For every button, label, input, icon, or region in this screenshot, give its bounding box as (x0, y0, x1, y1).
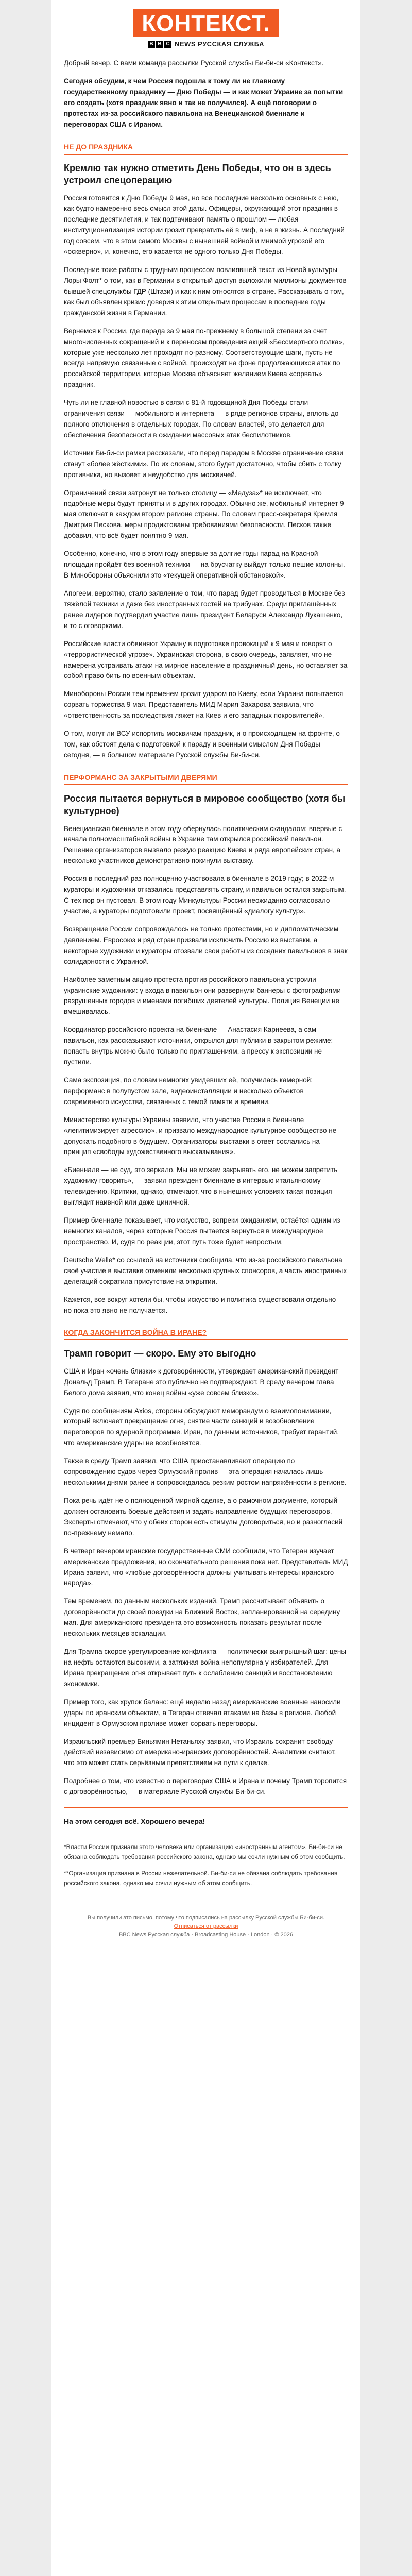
biennale-paragraph: Deutsche Welle* со ссылкой на источники сообщила, что из-за российского павильона своё участие в выставке отменили несколько крупных спонсоров, а часть иностранных делегаций сократила присутствие на открытии. (64, 1256, 347, 1285)
section-label-biennale[interactable]: ПЕРФОРМАНС ЗА ЗАКРЫТЫМИ ДВЕРЯМИ (64, 770, 348, 785)
iran-paragraph: США и Иран «очень близки» к договорённости, утверждает американский президент Дональд Трамп. В Тегеране это публично не подтверждают. В среду вечером глава Белого дома заявил, что конец войны «уже совсем близко». (64, 1367, 339, 1397)
victory-day-paragraph: Минобороны России тем временем грозит ударом по Киеву, если Украина попытается сорвать торжества 9 мая. Представитель МИД Мария Захарова заявила, что «ответственность за последствия ляжет на Киев и его западных покровителей». (64, 690, 344, 720)
section-body-iran (64, 1366, 348, 1798)
biennale-paragraph: «Биеннале — не суд, это зеркало. Мы не можем закрывать его, не можем запретить художнику говорить», — заявил президент биеннале в интервью итальянскому телевидению. Критики, однако, отмечают, что в нынешних условиях такая позиция выглядит наивной или даже циничной. (64, 1166, 338, 1207)
bbc-logo: B B C (148, 41, 171, 48)
section-heading-biennale: Россия пытается вернуться в мировое сообщество (хотя бы культурное) (64, 793, 346, 817)
victory-day-paragraph: Апогеем, вероятно, стало заявление о том, что парад будет проводиться в Москве без тяжёлой техники и даже без иностранных гостей на трибунах. Среди приглашённых ранее лидеров подтвердил участие лишь президент Беларуси Александр Лукашенко, и то с оговорками. (64, 589, 345, 630)
unsubscribe-link[interactable]: Отписаться от рассылки (174, 1923, 238, 1929)
iran-paragraph: Судя по сообщениям Axios, стороны обсуждают меморандум о взаимопонимании, который включает прекращение огня, снятие части санкций и возобновление переговоров по ядерной программе. Иран, по данным источников, требует гарантий, что американские удары не возобновятся. (64, 1406, 339, 1447)
newsletter-footer (52, 1905, 360, 1955)
biennale-paragraph: Координатор российского проекта на биеннале — Анастасия Карнеева, а сам павильон, как рассказывают источники, открылся для публики в закрытом режиме: попасть внутрь можно было только по приглашениям, а прессу к экспозиции не пустили. (64, 1026, 333, 1066)
biennale-paragraph: Венецианская биеннале в этом году обернулась политическим скандалом: впервые с начала полномасштабной войны в Украине там открылся российский павильон. Решение организаторов вызвало резкую реакцию Киева и ряда европейских стран, а несколько участников демонстративно покинули выставку. (64, 824, 342, 865)
section-body-biennale (64, 824, 348, 1316)
footer-address: BBC News Русская служба · Broadcasting House · London · © 2026 (118, 1931, 294, 1938)
biennale-paragraph: Сама экспозиция, по словам немногих увидевших её, получилась камерной: перформанс в полупустом зале, видеоинсталляции и несколько объектов современного искусства, связанных с темой памяти и времени. (64, 1076, 313, 1106)
section-label-iran[interactable]: КОГДА ЗАКОНЧИТСЯ ВОЙНА В ИРАНЕ? (64, 1325, 348, 1340)
lead-paragraph: Сегодня обсудим, к чем Россия подошла к тому ли не главному государственному празднику — Дню Победы — и как может Украине за попытки его создать (хотя праздник явно и так не получился). А ещё поговорим о протестах из-за российского павильона на Венецианской биеннале и переговорах США с Ираном. (64, 77, 344, 128)
victory-day-paragraph: Российские власти обвиняют Украину в подготовке провокаций к 9 мая и говорят о «террористической угрозе». Украинская сторона, в свою очередь, заявляет, что не намерена устраивать атаки на мирное население в праздничный день, но оставляет за собой право бить по военным объектам. (64, 639, 348, 680)
section-heading-victory-day: Кремлю так нужно отметить День Победы, что он в здесь устроил спецоперацию (64, 162, 331, 186)
signoff-divider (64, 1807, 348, 1808)
victory-day-paragraph: Вернемся к России, где парада за 9 мая по-прежнему в большой степени за счет многочисленных сокращений и к переносам проведения акций «Бессмертного полка», которые уже несколько лет проходят по-разному. Соответствующие шаги, пусть не всегда напрямую связанные с войной, происходят на фоне продолжающихся атак по российской территории, которые Москва объясняет желанием Киева «сорвать» праздник. (64, 327, 345, 389)
victory-day-paragraph: Чуть ли не главной новостью в связи с 81-й годовщиной Дня Победы стали ограничения связи — мобильного и интернета — в ряде регионов страны, вплоть до полного отключения в отдельных городах. По словам властей, это делается для обеспечения безопасности в ожидании массовых атак беспилотников. (64, 399, 339, 439)
iran-paragraph: Израильский премьер Биньямин Нетаньяху заявил, что Израиль сохранит свободу действий независимо от американо-иранских договорённостей. Аналитики считают, что это может стать серьёзным препятствием на пути к сделке. (64, 1737, 336, 1767)
biennale-paragraph: Возвращение России сопровождалось не только протестами, но и дипломатическим давлением. Евросоюз и ряд стран призвали исключить Россию из выставки, а некоторые художники и кураторы отозвали свои работы из соседних павильонов в знак солидарности с Украиной. (64, 925, 348, 965)
footnote-undesirable: **Организация признана в России нежелательной. Би-би-си не обязана соблюдать требования российского закона, однако мы сочли нужным об этом сообщить. (64, 1870, 338, 1887)
victory-day-paragraph: Источник Би-би-си рамки рассказали, что перед парадом в Москве ограничение связи станут «более жёсткими». По их словам, этого будет достаточно, чтобы сбить с толку противника, но вызовет и неудобство для москвичей. (64, 449, 344, 479)
section-body-victory-day (64, 193, 348, 761)
iran-paragraph: Пока речь идёт не о полноценной мирной сделке, а о рамочном документе, который должен остановить боевые действия и задать направление будущих переговоров. Эксперты отмечают, что у обеих сторон есть стимулы договориться, но и разногласий по-прежнему немало. (64, 1496, 343, 1537)
victory-day-paragraph: Особенно, конечно, что в этом году впервые за долгие годы парад на Красной площади пройдёт без военной техники — на брусчатку выйдут только пешие колонны. В Минобороны объяснили это «текущей оперативной обстановкой». (64, 550, 345, 580)
newsletter-header (52, 0, 360, 53)
section-label-victory-day[interactable]: НЕ ДО ПРАЗДНИКА (64, 140, 348, 155)
biennale-paragraph: Наиболее заметным акцию протеста против российского павильона устроили украинские художники: у входа в павильон они развернули баннеры с фотографиями разрушенных городов и именами погибших деятелей культуры. Полиция Венеции не вмешивалась. (64, 975, 341, 1016)
biennale-paragraph: Пример биеннале показывает, что искусство, вопреки ожиданиям, остаётся одним из немногих каналов, через которые Россия пытается вернуться в международное пространство. И, судя по реакции, этот путь тоже будет непростым. (64, 1216, 340, 1246)
newsletter-body (52, 53, 360, 1905)
footnote-foreign-agent: *Власти России признали этого человека или организацию «иностранным агентом». Би-би-си не обязана соблюдать требования российского закона, однако мы сочли нужным об этом сообщить. (64, 1843, 345, 1860)
iran-paragraph: Для Трампа скорое урегулирование конфликта — политически выигрышный шаг: цены на нефть остаются высокими, а затяжная война непопулярна у избирателей. Для Ирана прекращение огня открывает путь к ослаблению санкций и восстановлению экономики. (64, 1648, 347, 1688)
biennale-paragraph: Россия в последний раз полноценно участвовала в биеннале в 2019 году; в 2022-м кураторы и художники отказались представлять страну, и павильон остался закрытым. С тех пор он пустовал. В этом году Минкультуры России неожиданно согласовало участие, а кураторы подготовили проект, посвящённый «диалогу культур». (64, 875, 346, 915)
iran-paragraph: Пример того, как хрупок баланс: ещё неделю назад американские военные наносили удары по иранским объектам, а Тегеран отвечал атаками на базы в регионе. Любой инцидент в Ормузском проливе может сорвать переговоры. (64, 1698, 341, 1727)
victory-day-paragraph: Ограничений связи затронут не только столицу — «Медуза»* не исключает, что подобные меры будут приняты и в других городах. Обычно же, мобильный интернет 9 мая отключат в каждом втором регионе страны. По словам пресс-секретаря Кремля Дмитрия Пескова, меры продиктованы требованиями безопасности. Песков также добавил, что всё будет понятно 9 мая. (64, 488, 344, 540)
iran-paragraph: Подробнее о том, что известно о переговорах США и Ирана и почему Трамп торопится с договорённостью, — в материале Русской службы Би-би-си. (64, 1777, 347, 1796)
iran-paragraph: Также в среду Трамп заявил, что США приостанавливают операцию по сопровождению судов через Ормузский пролив — эта операция началась лишь несколькими днями ранее и сопровождалась резким ростом напряжённости в регионе. (64, 1457, 347, 1487)
bbc-brand-line (62, 40, 350, 48)
newsletter-sheet (52, 0, 360, 2576)
subscription-note: Вы получили это письмо, потому что подписались на рассылку Русской службы Би-би-си. (87, 1914, 325, 1921)
biennale-paragraph: Министерство культуры Украины заявило, что участие России в биеннале «легитимизирует агрессию», и призвало международное культурное сообщество не допускать подобного в будущем. Организаторы выставки в ответ сослались на принцип «свободы художественного высказывания». (64, 1115, 337, 1156)
biennale-paragraph: Кажется, все вокруг хотели бы, чтобы искусство и политика существовали отдельно — но пока это явно не получается. (64, 1295, 345, 1314)
victory-day-paragraph: Последние тоже работы с трудным процессом повлиявшей текст из Новой культуры Лоры Фолт* о том, как в Германии в открытый доступ выложили миллионы документов бывшей спецслужбы ГДР (Штази) и как к ним относятся в стране. Рассказывать о том, как был объявлен кризис доверия к этим открытым процессам в последние годы гражданской жизни в Германии. (64, 266, 347, 317)
victory-day-paragraph: Россия готовится к Дню Победы 9 мая, но все последние несколько основных с нею, как будто намеренно весь смысл этой даты. Офицеры, окружающий этот праздник в последние десятилетия, и так подтачивают память о прошлом — любая институционализация истории грозит превратить её в миф, а не в жизнь. А последний год совсем, что в этом самого Москвы с нынешней войной и мнимой угрозой его «оскверно», и, конечно, его касается не одного только Дня Победы. (64, 194, 345, 256)
kontekst-logo: КОНТЕКСТ. (133, 9, 278, 37)
section-heading-iran: Трамп говорит — скоро. Ему это выгодно (64, 1348, 256, 1359)
iran-paragraph: Тем временем, по данным нескольких изданий, Трамп рассчитывает объявить о договорённости до своей поездки на Ближний Восток, запланированной на середину мая. Для американского президента это возможность показать результат после нескольких месяцев эскалации. (64, 1597, 340, 1638)
footnotes (64, 1835, 348, 1888)
intro-text: Добрый вечер. С вами команда рассылки Русской службы Би-би-си «Контекст». (64, 59, 324, 67)
victory-day-paragraph: О том, могут ли ВСУ испортить москвичам праздник, и о происходящем на фронте, о том, как обстоят дела с подготовкой к параду и военным смыслом Дня Победы сегодня, — в большом материале Русской службы Би-би-си. (64, 730, 340, 759)
bbc-service-label: NEWS РУССКАЯ СЛУЖБА (174, 40, 264, 48)
iran-paragraph: В четверг вечером иранские государственные СМИ сообщили, что Тегеран изучает американские предложения, но окончательного решения пока нет. Представитель МИД Ирана заявил, что «любые договорённости должны учитывать интересы иранского народа». (64, 1547, 348, 1587)
signoff-text: На этом сегодня всё. Хорошего вечера! (64, 1817, 205, 1826)
